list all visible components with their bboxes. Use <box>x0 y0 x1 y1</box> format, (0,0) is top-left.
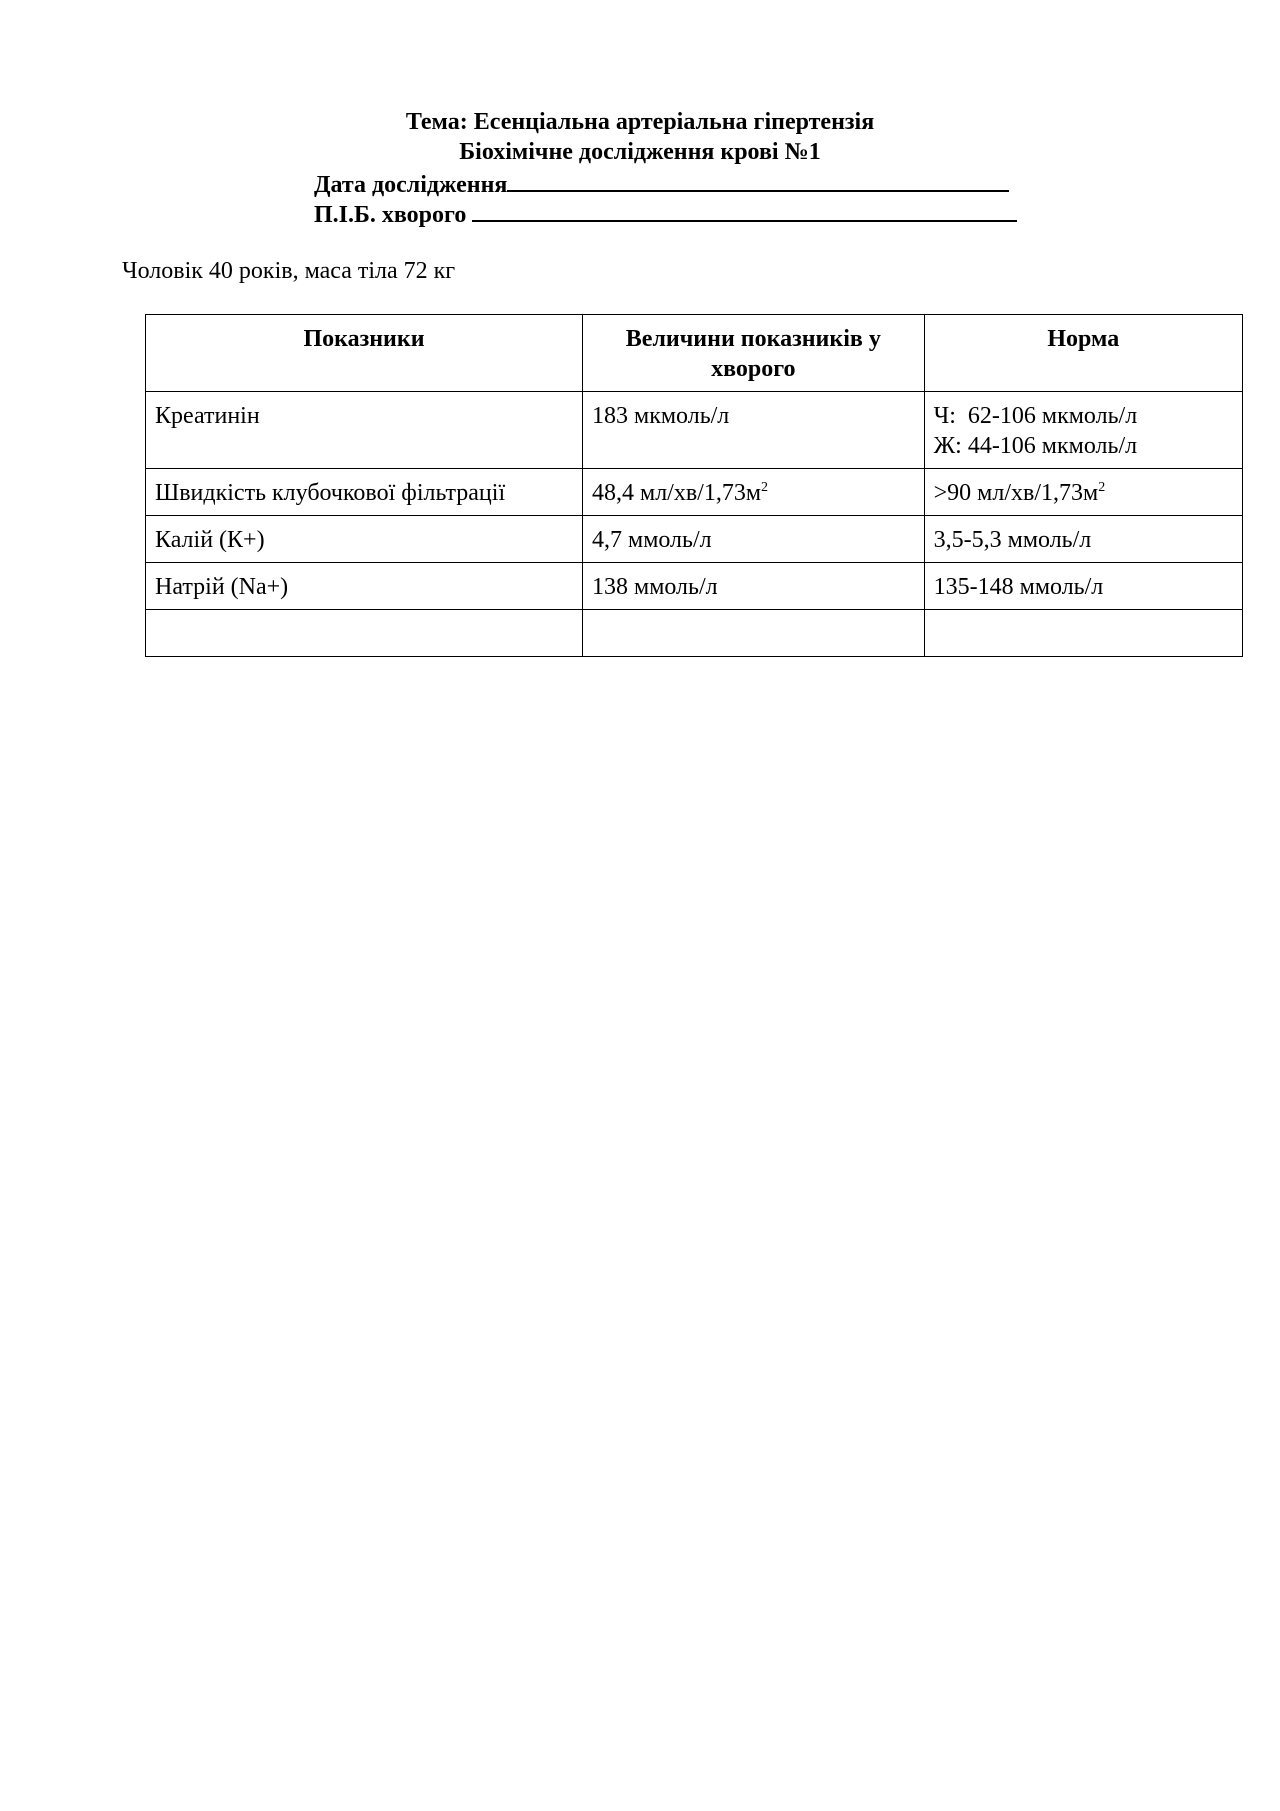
value-text: 48,4 мл/хв/1,73м <box>592 480 762 506</box>
date-blank-line[interactable] <box>507 168 1009 192</box>
table-row <box>146 516 1243 563</box>
results-table <box>145 314 1243 657</box>
empty-cell[interactable] <box>146 610 583 657</box>
table-row <box>146 469 1243 516</box>
value-superscript: 2 <box>761 480 769 495</box>
document-header <box>0 107 1280 167</box>
indicator-cell: Швидкість клубочкової фільтрації <box>146 469 583 516</box>
patient-name-blank-line[interactable] <box>472 198 1017 222</box>
table-header-row <box>146 315 1243 392</box>
indicator-cell: Креатинін <box>146 392 583 469</box>
header-patient-values: Величини показників у хворого <box>583 315 925 392</box>
norm-cell <box>924 392 1242 469</box>
test-title: Біохімічне дослідження крові №1 <box>459 139 821 165</box>
norm-cell: 3,5-5,3 ммоль/л <box>924 516 1242 563</box>
patient-info: Чоловік 40 років, маса тіла 72 кг <box>122 258 456 284</box>
date-field[interactable] <box>314 168 1009 200</box>
empty-table-row <box>146 610 1243 657</box>
date-label: Дата дослідження <box>314 172 508 198</box>
topic-title: Тема: Есенціальна артеріальна гіпертензія <box>405 109 875 135</box>
patient-name-field[interactable] <box>314 198 1017 230</box>
patient-name-label: П.І.Б. хворого <box>314 202 473 228</box>
header-indicators: Показники <box>146 315 583 392</box>
norm-male: Ч: 62-106 мкмоль/л <box>933 403 1138 429</box>
norm-female: Ж: 44-106 мкмоль/л <box>933 433 1138 459</box>
table-row <box>146 392 1243 469</box>
value-cell: 138 ммоль/л <box>583 563 925 610</box>
value-cell: 183 мкмоль/л <box>583 392 925 469</box>
value-cell: 4,7 ммоль/л <box>583 516 925 563</box>
empty-cell[interactable] <box>583 610 925 657</box>
norm-cell <box>924 469 1242 516</box>
norm-text: >90 мл/хв/1,73м <box>933 480 1099 506</box>
empty-cell[interactable] <box>924 610 1242 657</box>
value-cell <box>583 469 925 516</box>
header-norm: Норма <box>924 315 1242 392</box>
indicator-cell: Натрій (Na+) <box>146 563 583 610</box>
indicator-cell: Калій (К+) <box>146 516 583 563</box>
table-row <box>146 563 1243 610</box>
norm-cell: 135-148 ммоль/л <box>924 563 1242 610</box>
norm-superscript: 2 <box>1098 480 1106 495</box>
